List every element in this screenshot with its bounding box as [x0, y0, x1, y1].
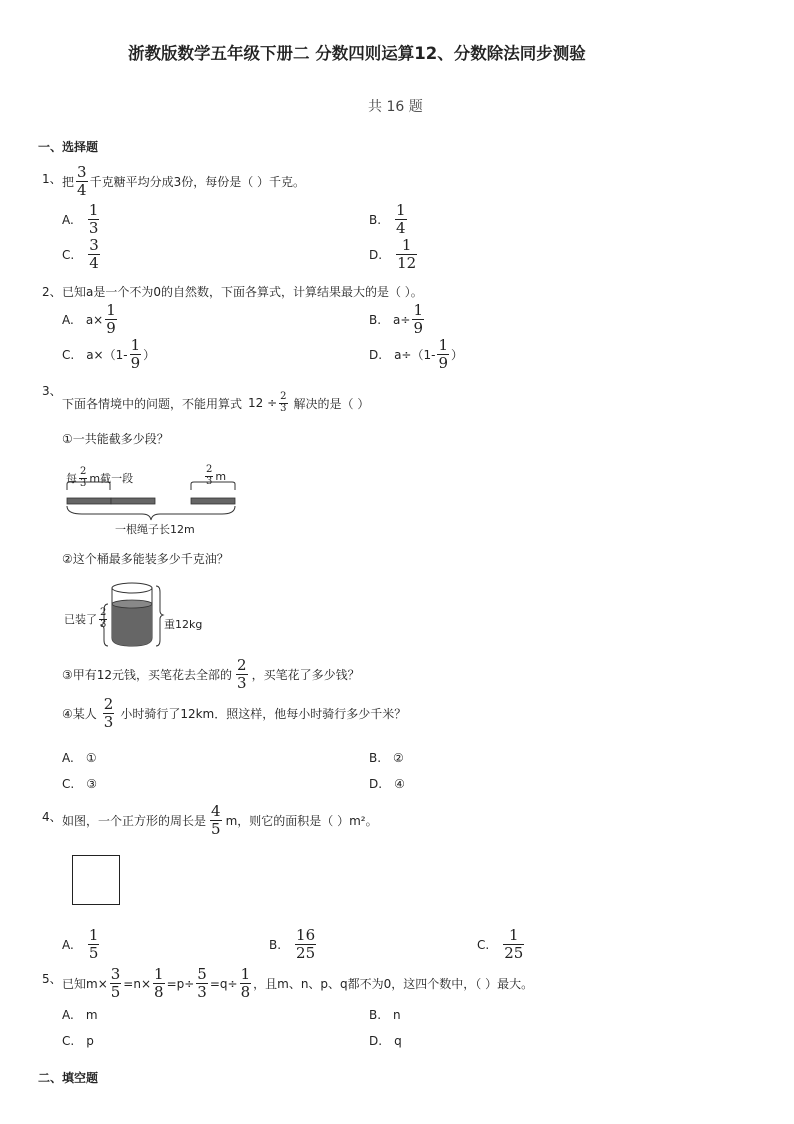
option-label: A. [62, 751, 74, 765]
option-label: A. [62, 1008, 74, 1022]
q1-stem [62, 165, 305, 198]
q5-option-a[interactable] [62, 1008, 98, 1022]
bucket-label-right: 重12kg [164, 618, 203, 631]
option-text: q [394, 1034, 402, 1048]
option-fraction: $\frac{1}{12}$ [397, 236, 417, 272]
q1-number: 1、 [42, 172, 62, 186]
option-label: D. [369, 247, 383, 262]
option-fraction: $\frac{1}{9}$ [106, 301, 116, 337]
option-text: p [86, 1034, 94, 1048]
q5-stem: 已知m× $\frac{3}{5}$ =n× $\frac{1}{8}$ =p÷ $\frac{5}{3}$ =q÷ $\frac{1}{8}$ ，且m、n、p、q都不为0，这四个数中，（ ）最大。 [62, 965, 534, 1001]
option-label: B. [369, 751, 382, 765]
q5-option-b[interactable] [369, 1008, 401, 1022]
q2-number: 2、 [42, 285, 62, 299]
page-title: 浙教版数学五年级下册二 分数四则运算12、分数除法同步测验 [128, 44, 586, 63]
option-text: ④ [394, 777, 405, 791]
option-fraction: $\frac{3}{4}$ [89, 236, 99, 272]
q2-text: 已知a是一个不为0的自然数，下面各算式，计算结果最大的是（ ）。 [62, 285, 423, 299]
option-fraction: $\frac{1}{3}$ [88, 201, 99, 237]
q2-option-d[interactable] [369, 338, 463, 371]
option-label: A. [62, 212, 74, 227]
rope-bar-piece-3 [191, 498, 235, 504]
option-expr-close: ） [143, 348, 156, 362]
option-text: ① [85, 751, 97, 765]
section-fill-heading: 二、填空题 [38, 1071, 99, 1085]
option-label: B. [369, 212, 382, 227]
rope-label-top-right: $\frac{2}{3}$ m [206, 464, 227, 487]
q1-fraction: $\frac{3}{4}$ [77, 163, 87, 199]
option-label: C. [477, 937, 490, 952]
q3-number: 3、 [42, 384, 62, 398]
q2-option-c[interactable] [62, 338, 155, 371]
option-expr: a÷ [393, 312, 411, 327]
q1-text-pre: 把 [62, 175, 75, 189]
option-fraction: $\frac{1}{9}$ [413, 301, 424, 337]
section-choice-heading: 一、选择题 [38, 140, 99, 154]
q3-option-a[interactable] [62, 751, 97, 765]
option-expr-close: ） [450, 348, 463, 362]
option-label: B. [269, 937, 282, 952]
q3-stem [62, 392, 369, 414]
question-count: 共 16 题 [368, 99, 423, 115]
option-label: C. [62, 347, 75, 362]
q4-stem: 如图，一个正方形的周长是 $\frac{4}{5}$ m，则它的面积是（ ）m²。 [62, 802, 378, 838]
rope-bar-piece-2 [111, 498, 155, 504]
q3-expression-fraction: $\frac{2}{3}$ [280, 391, 287, 414]
option-expr: a×（1- [86, 348, 128, 362]
rope-label-bottom: 一根绳子长12m [115, 523, 195, 536]
q3-text-pre: 下面各情境中的问题，不能用算式 [62, 396, 243, 411]
q4-option-c[interactable] [477, 928, 526, 961]
option-expr: a÷（1- [394, 348, 436, 362]
option-label: C. [62, 777, 75, 791]
q1-option-b[interactable] [369, 203, 409, 236]
option-label: B. [369, 1008, 382, 1022]
q2-option-a[interactable] [62, 303, 119, 336]
q3-expression: 12 ÷ [248, 396, 278, 410]
bucket-oil-surface [112, 600, 152, 608]
q2-option-b[interactable] [369, 303, 426, 336]
option-label: A. [62, 937, 74, 952]
bucket-brace-right [156, 586, 163, 646]
option-label: C. [62, 1034, 75, 1048]
rope-total-brace [67, 506, 235, 520]
option-label: C. [62, 247, 75, 262]
q3-option-c[interactable] [62, 777, 97, 791]
option-text: m [85, 1008, 98, 1022]
q1-option-d[interactable] [369, 238, 419, 271]
q3-option-b[interactable] [369, 751, 404, 765]
q1-option-a[interactable] [62, 203, 101, 236]
q4-option-b[interactable] [269, 928, 318, 961]
bucket-label-left: 已装了 $\frac{2}{3}$ [64, 607, 107, 630]
option-fraction: $\frac{1}{9}$ [130, 336, 141, 372]
q3-scenario-4: ④某人 $\frac{2}{3}$ 小时骑行了12km．照这样，他每小时骑行多少千米？ [62, 695, 407, 731]
option-expr: a× [85, 312, 104, 327]
q3-text-post: 解决的是（ ） [293, 396, 370, 411]
option-text: n [393, 1008, 401, 1022]
square-figure [72, 855, 120, 905]
option-fraction: $\frac{1}{25}$ [504, 926, 524, 962]
option-fraction: $\frac{1}{9}$ [438, 336, 448, 372]
q5-number: 5、 [42, 972, 62, 986]
option-text: ③ [86, 777, 97, 791]
q3-scenario-3: ③甲有12元钱，买笔花去全部的 $\frac{2}{3}$ ，买笔花了多少钱？ [62, 656, 360, 692]
q3-option-d[interactable] [369, 777, 405, 791]
bucket-figure [100, 578, 170, 650]
option-fraction: $\frac{16}{25}$ [296, 926, 316, 962]
option-text: ② [393, 751, 404, 765]
q5-option-d[interactable] [369, 1034, 402, 1048]
option-fraction: $\frac{1}{4}$ [396, 201, 406, 237]
q4-option-a[interactable] [62, 928, 101, 961]
option-label: A. [62, 312, 74, 327]
option-label: D. [369, 347, 383, 362]
option-label: B. [369, 312, 382, 327]
option-fraction: $\frac{1}{5}$ [88, 926, 99, 962]
option-label: D. [369, 1034, 383, 1048]
q4-number: 4、 [42, 810, 62, 824]
q3-scenario-1: ①一共能截多少段？ [62, 432, 169, 446]
q1-text-post: 千克糖平均分成3份，每份是（ ）千克。 [89, 175, 306, 189]
rope-bar-piece-1 [67, 498, 111, 504]
option-label: D. [369, 777, 383, 791]
q1-option-c[interactable] [62, 238, 102, 271]
q3-scenario-2: ②这个桶最多能装多少千克油？ [62, 552, 229, 566]
q5-option-c[interactable] [62, 1034, 94, 1048]
rope-label-top-left: 每 $\frac{2}{3}$ m截一段 [66, 466, 134, 489]
bucket-rim [112, 583, 152, 593]
bucket-oil-fill [112, 604, 152, 646]
